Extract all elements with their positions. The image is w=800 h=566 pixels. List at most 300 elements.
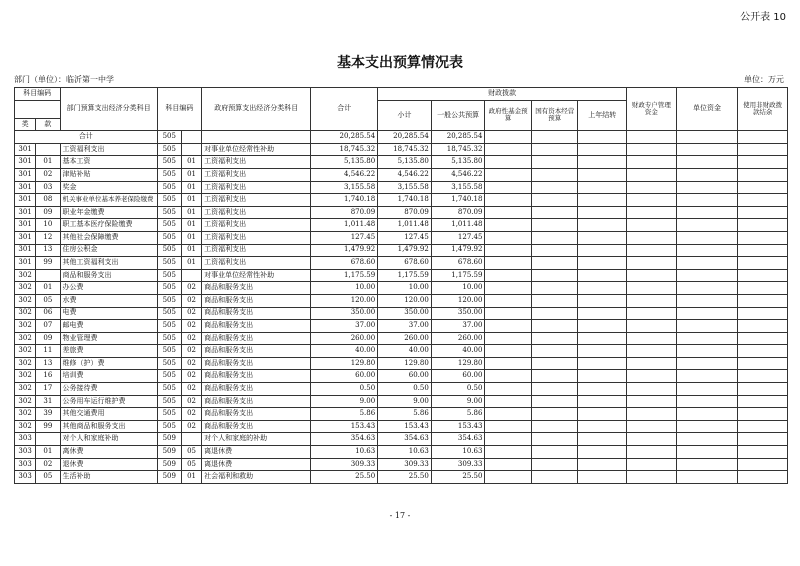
empty-cell bbox=[676, 294, 738, 307]
class-code: 301 bbox=[15, 206, 36, 219]
empty-cell bbox=[738, 420, 788, 433]
empty-cell bbox=[485, 181, 532, 194]
subtotal-cell: 25.50 bbox=[378, 471, 432, 484]
empty-cell bbox=[531, 446, 578, 459]
class-code: 301 bbox=[15, 168, 36, 181]
empty-cell bbox=[531, 168, 578, 181]
empty-cell bbox=[578, 231, 627, 244]
empty-cell bbox=[627, 357, 677, 370]
empty-cell bbox=[738, 257, 788, 270]
dept-item-name: 物业管理费 bbox=[60, 332, 157, 345]
table-row bbox=[15, 206, 788, 219]
table-row bbox=[15, 471, 788, 484]
class-code: 303 bbox=[15, 458, 36, 471]
empty-cell bbox=[627, 156, 677, 169]
gov-item-name: 离退休费 bbox=[202, 446, 311, 459]
gov-item-code: 02 bbox=[181, 383, 201, 396]
item-code: 02 bbox=[36, 458, 60, 471]
empty-cell bbox=[531, 269, 578, 282]
empty-cell bbox=[627, 395, 677, 408]
empty-cell bbox=[485, 257, 532, 270]
class-code: 302 bbox=[15, 282, 36, 295]
empty-cell bbox=[485, 194, 532, 207]
gov-item-code: 02 bbox=[181, 408, 201, 421]
gov-item-code: 01 bbox=[181, 156, 201, 169]
total-cell: 1,740.18 bbox=[311, 194, 378, 207]
header-dept-code: 科目编码 bbox=[15, 88, 61, 101]
item-code bbox=[36, 269, 60, 282]
empty-cell bbox=[627, 181, 677, 194]
gov-item-code: 02 bbox=[181, 395, 201, 408]
gov-item-code: 01 bbox=[181, 244, 201, 257]
empty-cell bbox=[578, 282, 627, 295]
summary-total: 20,285.54 bbox=[311, 131, 378, 144]
subtotal-cell: 10.63 bbox=[378, 446, 432, 459]
table-row bbox=[15, 269, 788, 282]
gov-item-name: 社会福利和救助 bbox=[202, 471, 311, 484]
empty-cell bbox=[578, 219, 627, 232]
total-cell: 9.00 bbox=[311, 395, 378, 408]
gov-class-code: 505 bbox=[157, 206, 181, 219]
gov-item-name: 商品和服务支出 bbox=[202, 294, 311, 307]
general-cell: 127.45 bbox=[431, 231, 485, 244]
table-row bbox=[15, 395, 788, 408]
empty-cell bbox=[676, 231, 738, 244]
empty-cell bbox=[531, 219, 578, 232]
dept-item-name: 其他交通费用 bbox=[60, 408, 157, 421]
table-row bbox=[15, 244, 788, 257]
gov-item-code: 05 bbox=[181, 458, 201, 471]
subtotal-cell: 870.09 bbox=[378, 206, 432, 219]
table-row bbox=[15, 420, 788, 433]
subtotal-cell: 350.00 bbox=[378, 307, 432, 320]
gov-class-code: 505 bbox=[157, 320, 181, 333]
empty-cell bbox=[531, 156, 578, 169]
total-cell: 37.00 bbox=[311, 320, 378, 333]
subtotal-cell: 37.00 bbox=[378, 320, 432, 333]
gov-class-code: 505 bbox=[157, 181, 181, 194]
dept-item-name: 邮电费 bbox=[60, 320, 157, 333]
empty-cell bbox=[676, 307, 738, 320]
empty-cell bbox=[738, 458, 788, 471]
gov-item-name: 商品和服务支出 bbox=[202, 307, 311, 320]
gov-class-code: 505 bbox=[157, 219, 181, 232]
dept-item-name: 其他社会保障缴费 bbox=[60, 231, 157, 244]
empty-cell bbox=[531, 194, 578, 207]
class-code: 302 bbox=[15, 383, 36, 396]
empty-cell bbox=[578, 408, 627, 421]
empty-cell bbox=[578, 294, 627, 307]
general-cell: 1,479.92 bbox=[431, 244, 485, 257]
class-code: 301 bbox=[15, 156, 36, 169]
empty-cell bbox=[738, 433, 788, 446]
class-code: 303 bbox=[15, 446, 36, 459]
empty-cell bbox=[676, 219, 738, 232]
gov-item-name: 商品和服务支出 bbox=[202, 408, 311, 421]
table-row bbox=[15, 357, 788, 370]
table-row bbox=[15, 332, 788, 345]
empty-cell bbox=[485, 168, 532, 181]
empty-cell bbox=[531, 294, 578, 307]
empty-cell bbox=[578, 433, 627, 446]
item-code: 11 bbox=[36, 345, 60, 358]
subtotal-cell: 5,135.80 bbox=[378, 156, 432, 169]
empty-cell bbox=[531, 282, 578, 295]
table-row bbox=[15, 231, 788, 244]
dept-item-name: 机关事业单位基本养老保险缴费 bbox=[60, 194, 157, 207]
table-row bbox=[15, 446, 788, 459]
department-label: 部门（单位）：临沂第一中学 bbox=[14, 75, 114, 84]
item-code: 31 bbox=[36, 395, 60, 408]
gov-item-code: 01 bbox=[181, 206, 201, 219]
empty-cell bbox=[676, 269, 738, 282]
empty-cell bbox=[676, 194, 738, 207]
empty-cell bbox=[531, 332, 578, 345]
empty-cell bbox=[531, 383, 578, 396]
page-title: 基本支出预算情况表 bbox=[337, 55, 463, 71]
empty-cell bbox=[738, 294, 788, 307]
total-cell: 260.00 bbox=[311, 332, 378, 345]
empty-cell bbox=[627, 458, 677, 471]
empty-cell bbox=[676, 143, 738, 156]
subtotal-cell: 309.33 bbox=[378, 458, 432, 471]
subtotal-cell: 153.43 bbox=[378, 420, 432, 433]
document-code: 公开表 10 bbox=[740, 12, 786, 23]
empty-cell bbox=[485, 269, 532, 282]
empty-cell bbox=[738, 219, 788, 232]
general-cell: 40.00 bbox=[431, 345, 485, 358]
item-code: 16 bbox=[36, 370, 60, 383]
dept-item-name: 公务用车运行维护费 bbox=[60, 395, 157, 408]
general-cell: 354.63 bbox=[431, 433, 485, 446]
gov-class-code: 505 bbox=[157, 408, 181, 421]
item-code: 13 bbox=[36, 357, 60, 370]
dept-item-name: 津贴补贴 bbox=[60, 168, 157, 181]
gov-item-name: 工资福利支出 bbox=[202, 194, 311, 207]
empty-cell bbox=[485, 395, 532, 408]
gov-class-code: 505 bbox=[157, 244, 181, 257]
class-code: 302 bbox=[15, 307, 36, 320]
empty-cell bbox=[485, 458, 532, 471]
gov-class-code: 509 bbox=[157, 471, 181, 484]
empty-cell bbox=[578, 345, 627, 358]
general-cell: 153.43 bbox=[431, 420, 485, 433]
empty-cell bbox=[738, 471, 788, 484]
gov-class-code: 505 bbox=[157, 345, 181, 358]
class-code: 302 bbox=[15, 357, 36, 370]
dept-item-name: 水费 bbox=[60, 294, 157, 307]
table-row bbox=[15, 345, 788, 358]
general-cell: 309.33 bbox=[431, 458, 485, 471]
empty-cell bbox=[531, 206, 578, 219]
general-cell: 10.00 bbox=[431, 282, 485, 295]
general-cell: 9.00 bbox=[431, 395, 485, 408]
empty-cell bbox=[627, 219, 677, 232]
gov-item-name: 工资福利支出 bbox=[202, 168, 311, 181]
empty-cell bbox=[627, 408, 677, 421]
general-cell: 4,546.22 bbox=[431, 168, 485, 181]
dept-item-name: 离休费 bbox=[60, 446, 157, 459]
subtotal-cell: 127.45 bbox=[378, 231, 432, 244]
dept-item-name: 公务接待费 bbox=[60, 383, 157, 396]
dept-item-name: 工资福利支出 bbox=[60, 143, 157, 156]
total-cell: 309.33 bbox=[311, 458, 378, 471]
class-code: 302 bbox=[15, 345, 36, 358]
subtotal-cell: 9.00 bbox=[378, 395, 432, 408]
empty-cell bbox=[738, 206, 788, 219]
empty-cell bbox=[738, 370, 788, 383]
empty-cell bbox=[738, 395, 788, 408]
empty-cell bbox=[578, 383, 627, 396]
subtotal-cell: 3,155.58 bbox=[378, 181, 432, 194]
item-code: 01 bbox=[36, 446, 60, 459]
item-code bbox=[36, 143, 60, 156]
header-gov-code: 科目编码 bbox=[157, 88, 202, 131]
empty-cell bbox=[627, 282, 677, 295]
total-cell: 60.00 bbox=[311, 370, 378, 383]
class-code: 301 bbox=[15, 181, 36, 194]
subtotal-cell: 10.00 bbox=[378, 282, 432, 295]
empty-cell bbox=[627, 143, 677, 156]
gov-class-code: 505 bbox=[157, 231, 181, 244]
gov-item-name: 工资福利支出 bbox=[202, 156, 311, 169]
gov-item-code: 01 bbox=[181, 194, 201, 207]
dept-item-name: 基本工资 bbox=[60, 156, 157, 169]
gov-item-code bbox=[181, 269, 201, 282]
subtotal-cell: 354.63 bbox=[378, 433, 432, 446]
item-code: 10 bbox=[36, 219, 60, 232]
empty-cell bbox=[676, 357, 738, 370]
total-cell: 153.43 bbox=[311, 420, 378, 433]
class-code: 301 bbox=[15, 219, 36, 232]
total-cell: 0.50 bbox=[311, 383, 378, 396]
dept-item-name: 对个人和家庭补助 bbox=[60, 433, 157, 446]
gov-class-code: 505 bbox=[157, 257, 181, 270]
general-cell: 5.86 bbox=[431, 408, 485, 421]
gov-class-code: 505 bbox=[157, 357, 181, 370]
empty-cell bbox=[485, 320, 532, 333]
subtotal-cell: 1,479.92 bbox=[378, 244, 432, 257]
gov-item-name: 商品和服务支出 bbox=[202, 332, 311, 345]
item-code: 05 bbox=[36, 471, 60, 484]
empty-cell bbox=[738, 168, 788, 181]
empty-cell bbox=[627, 294, 677, 307]
subtotal-cell: 678.60 bbox=[378, 257, 432, 270]
class-code: 303 bbox=[15, 471, 36, 484]
dept-item-name: 职工基本医疗保险缴费 bbox=[60, 219, 157, 232]
gov-item-code: 05 bbox=[181, 446, 201, 459]
gov-item-name: 商品和服务支出 bbox=[202, 370, 311, 383]
gov-class-code: 505 bbox=[157, 294, 181, 307]
empty-cell bbox=[676, 433, 738, 446]
unit-label: 单位：万元 bbox=[744, 75, 784, 84]
total-cell: 25.50 bbox=[311, 471, 378, 484]
header-unit-funds: 单位资金 bbox=[676, 88, 738, 131]
empty-cell bbox=[531, 307, 578, 320]
item-code: 12 bbox=[36, 231, 60, 244]
empty-cell bbox=[531, 420, 578, 433]
class-code: 301 bbox=[15, 194, 36, 207]
empty-cell bbox=[738, 143, 788, 156]
empty-cell bbox=[627, 257, 677, 270]
empty-cell bbox=[738, 194, 788, 207]
total-cell: 1,479.92 bbox=[311, 244, 378, 257]
gov-class-code: 505 bbox=[157, 194, 181, 207]
empty-cell bbox=[738, 446, 788, 459]
gov-item-code: 01 bbox=[181, 219, 201, 232]
table-row bbox=[15, 294, 788, 307]
general-cell: 870.09 bbox=[431, 206, 485, 219]
subtotal-cell: 129.80 bbox=[378, 357, 432, 370]
gov-class-code: 509 bbox=[157, 433, 181, 446]
total-cell: 18,745.32 bbox=[311, 143, 378, 156]
empty-cell bbox=[485, 471, 532, 484]
empty-cell bbox=[531, 345, 578, 358]
dept-item-name: 职业年金缴费 bbox=[60, 206, 157, 219]
empty-cell bbox=[738, 357, 788, 370]
gov-class-code: 505 bbox=[157, 168, 181, 181]
empty-cell bbox=[738, 181, 788, 194]
gov-item-code bbox=[181, 433, 201, 446]
class-code: 303 bbox=[15, 433, 36, 446]
general-cell: 60.00 bbox=[431, 370, 485, 383]
empty-cell bbox=[627, 383, 677, 396]
empty-cell bbox=[578, 357, 627, 370]
empty-cell bbox=[627, 244, 677, 257]
empty-cell bbox=[578, 257, 627, 270]
empty-cell bbox=[627, 446, 677, 459]
total-cell: 350.00 bbox=[311, 307, 378, 320]
empty-cell bbox=[578, 370, 627, 383]
empty-cell bbox=[485, 206, 532, 219]
empty-cell bbox=[676, 458, 738, 471]
table-row bbox=[15, 458, 788, 471]
header-special: 财政专户管理资金 bbox=[627, 88, 677, 131]
gov-item-code: 02 bbox=[181, 345, 201, 358]
table-row bbox=[15, 433, 788, 446]
gov-class-code: 505 bbox=[157, 156, 181, 169]
empty-cell bbox=[627, 206, 677, 219]
general-cell: 1,011.48 bbox=[431, 219, 485, 232]
class-code: 302 bbox=[15, 294, 36, 307]
empty-cell bbox=[676, 446, 738, 459]
class-code: 302 bbox=[15, 420, 36, 433]
header-fiscal: 财政拨款 bbox=[378, 88, 627, 101]
empty-cell bbox=[485, 345, 532, 358]
empty-cell bbox=[627, 370, 677, 383]
item-code: 17 bbox=[36, 383, 60, 396]
gov-item-code: 02 bbox=[181, 370, 201, 383]
table-row bbox=[15, 408, 788, 421]
empty-cell bbox=[485, 332, 532, 345]
total-cell: 120.00 bbox=[311, 294, 378, 307]
empty-cell bbox=[485, 408, 532, 421]
gov-item-code: 02 bbox=[181, 307, 201, 320]
gov-class-code: 505 bbox=[157, 420, 181, 433]
subtotal-cell: 18,745.32 bbox=[378, 143, 432, 156]
general-cell: 1,740.18 bbox=[431, 194, 485, 207]
empty-cell bbox=[531, 433, 578, 446]
empty-cell bbox=[485, 357, 532, 370]
general-cell: 25.50 bbox=[431, 471, 485, 484]
item-code: 99 bbox=[36, 257, 60, 270]
empty-cell bbox=[676, 244, 738, 257]
item-code: 09 bbox=[36, 332, 60, 345]
empty-cell bbox=[676, 332, 738, 345]
subtotal-cell: 1,740.18 bbox=[378, 194, 432, 207]
class-code: 301 bbox=[15, 244, 36, 257]
empty-cell bbox=[578, 332, 627, 345]
gov-item-code: 02 bbox=[181, 320, 201, 333]
general-cell: 5,135.80 bbox=[431, 156, 485, 169]
empty-cell bbox=[578, 269, 627, 282]
summary-subtotal: 20,285.54 bbox=[378, 131, 432, 144]
gov-item-code: 02 bbox=[181, 294, 201, 307]
gov-item-name: 商品和服务支出 bbox=[202, 320, 311, 333]
dept-item-name: 维修（护）费 bbox=[60, 357, 157, 370]
gov-item-name: 离退休费 bbox=[202, 458, 311, 471]
empty-cell bbox=[578, 395, 627, 408]
empty-cell bbox=[627, 269, 677, 282]
summary-general: 20,285.54 bbox=[431, 131, 485, 144]
gov-item-code: 01 bbox=[181, 231, 201, 244]
item-code: 05 bbox=[36, 294, 60, 307]
general-cell: 37.00 bbox=[431, 320, 485, 333]
item-code: 13 bbox=[36, 244, 60, 257]
general-cell: 18,745.32 bbox=[431, 143, 485, 156]
empty-cell bbox=[485, 244, 532, 257]
empty-cell bbox=[531, 257, 578, 270]
empty-cell bbox=[627, 168, 677, 181]
empty-cell bbox=[531, 320, 578, 333]
table-row bbox=[15, 307, 788, 320]
empty-cell bbox=[485, 294, 532, 307]
item-code: 01 bbox=[36, 282, 60, 295]
item-code: 09 bbox=[36, 206, 60, 219]
total-cell: 5,135.80 bbox=[311, 156, 378, 169]
empty-cell bbox=[627, 307, 677, 320]
dept-item-name: 其他工资福利支出 bbox=[60, 257, 157, 270]
general-cell: 0.50 bbox=[431, 383, 485, 396]
empty-cell bbox=[676, 282, 738, 295]
gov-item-name: 商品和服务支出 bbox=[202, 357, 311, 370]
class-code: 302 bbox=[15, 269, 36, 282]
empty-cell bbox=[738, 156, 788, 169]
empty-cell bbox=[485, 282, 532, 295]
empty-cell bbox=[485, 370, 532, 383]
empty-cell bbox=[627, 420, 677, 433]
empty-cell bbox=[627, 471, 677, 484]
empty-cell bbox=[627, 320, 677, 333]
gov-item-name: 商品和服务支出 bbox=[202, 282, 311, 295]
empty-cell bbox=[627, 433, 677, 446]
total-cell: 10.00 bbox=[311, 282, 378, 295]
gov-item-code: 02 bbox=[181, 420, 201, 433]
empty-cell bbox=[738, 408, 788, 421]
gov-item-name: 商品和服务支出 bbox=[202, 395, 311, 408]
empty-cell bbox=[485, 307, 532, 320]
summary-row bbox=[15, 131, 788, 144]
gov-item-name: 工资福利支出 bbox=[202, 181, 311, 194]
empty-cell bbox=[578, 181, 627, 194]
empty-cell bbox=[578, 168, 627, 181]
item-code: 02 bbox=[36, 168, 60, 181]
item-code: 03 bbox=[36, 181, 60, 194]
empty-cell bbox=[676, 420, 738, 433]
header-dept-name: 部门预算支出经济分类科目 bbox=[60, 88, 157, 131]
empty-cell bbox=[485, 420, 532, 433]
empty-cell bbox=[676, 168, 738, 181]
